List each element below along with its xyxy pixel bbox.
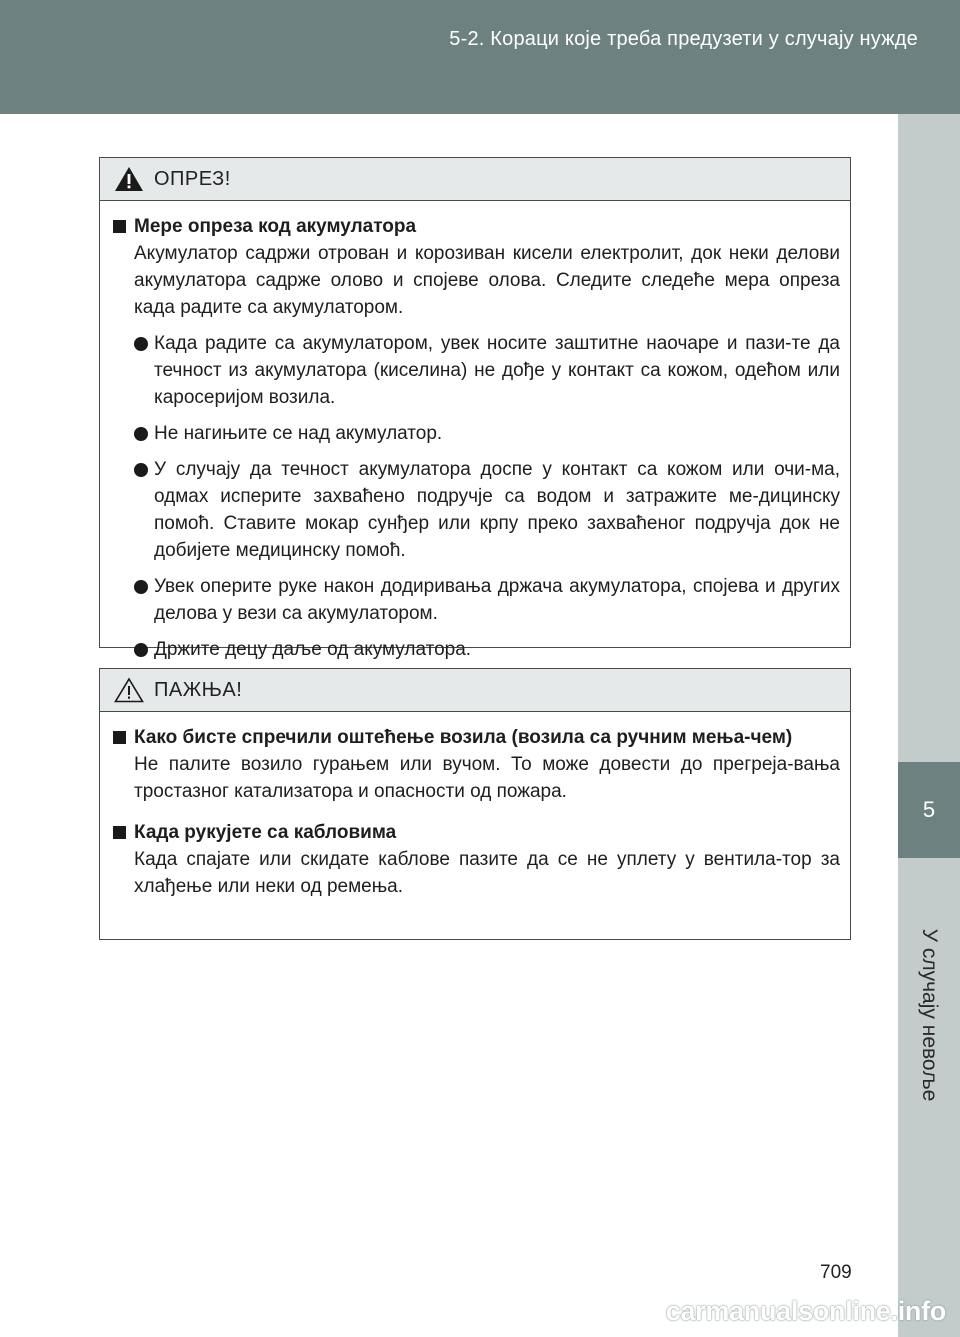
- notice-body: [100, 712, 850, 912]
- list-item: [134, 573, 840, 627]
- caution-section-title: Мере опреза код акумулатора: [134, 216, 417, 237]
- chapter-tab[interactable]: [898, 762, 960, 858]
- notice-section: [112, 819, 840, 846]
- bullet-dot-icon: [134, 427, 148, 441]
- warning-outline-icon: [114, 677, 144, 703]
- caution-box: [99, 157, 851, 660]
- list-item: [134, 330, 840, 411]
- caution-header: [100, 158, 850, 201]
- caution-section: [112, 213, 840, 240]
- notice-section: [112, 724, 840, 751]
- square-bullet-icon: [113, 731, 126, 744]
- list-item: [134, 636, 840, 663]
- warning-icon: [114, 166, 144, 192]
- notice-box: [99, 668, 851, 940]
- bullet-dot-icon: [134, 580, 148, 594]
- watermark[interactable]: carmanualsonline.info: [665, 1296, 946, 1326]
- list-item-text: Не нагињите се над акумулатор.: [154, 423, 443, 444]
- caution-intro: Акумулатор садржи отрован и корозиван кисели електролит, док неки делови акумулатора садрже олово и спојеве олова. Следите следеће мера опреза када радите са акумулатором.: [134, 243, 840, 318]
- caution-body: [100, 201, 850, 675]
- notice-section-title: Када рукујете са кабловима: [134, 822, 397, 843]
- caution-title: ОПРЕЗ!: [154, 167, 231, 190]
- square-bullet-icon: [113, 220, 126, 233]
- list-item: [134, 420, 840, 447]
- page-header: [0, 0, 960, 114]
- list-item-text: У случају да течност акумулатора доспе у контакт са кожом или очи-ма, одмах исперите захваћено подручје са водом и затражите ме-дицинску помоћ. Ставите мокар сунђер или крпу преко захваћеног подручја док не добијете медицинску помоћ.: [154, 459, 840, 561]
- list-item: [134, 456, 840, 564]
- list-item-text: Држите децу даље од акумулатора.: [154, 639, 472, 660]
- chapter-tab-label: У случају невоље: [918, 928, 941, 1102]
- list-item-text: Увек оперите руке након додиривања држача акумулатора, спојева и других делова у вези са акумулатором.: [154, 576, 840, 624]
- bullet-dot-icon: [134, 643, 148, 657]
- side-strip: [898, 114, 960, 1337]
- notice-section-text: Не палите возило гурањем или вучом. То може довести до прегреја-вања тростазног катализатора и опасности од пожара.: [134, 754, 840, 802]
- notice-title: ПАЖЊА!: [154, 678, 243, 701]
- page-number: 709: [820, 1262, 852, 1283]
- chapter-title: 5-2. Кораци које треба предузети у случају нужде: [449, 28, 918, 50]
- notice-header: [100, 669, 850, 712]
- bullet-dot-icon: [134, 337, 148, 351]
- notice-section-text: Када спајате или скидате каблове пазите да се не уплету у вентила-тор за хлађење или неки од ремења.: [134, 849, 840, 897]
- notice-section-title: Како бисте спречили оштећење возила (возила са ручним мења-чем): [134, 727, 793, 748]
- bullet-dot-icon: [134, 463, 148, 477]
- square-bullet-icon: [113, 826, 126, 839]
- list-item-text: Када радите са акумулатором, увек носите заштитне наочаре и пази-те да течност из акумулатора (киселина) не дође у контакт са кожом, одећом или каросеријом возила.: [154, 333, 840, 408]
- chapter-number: 5: [922, 797, 936, 822]
